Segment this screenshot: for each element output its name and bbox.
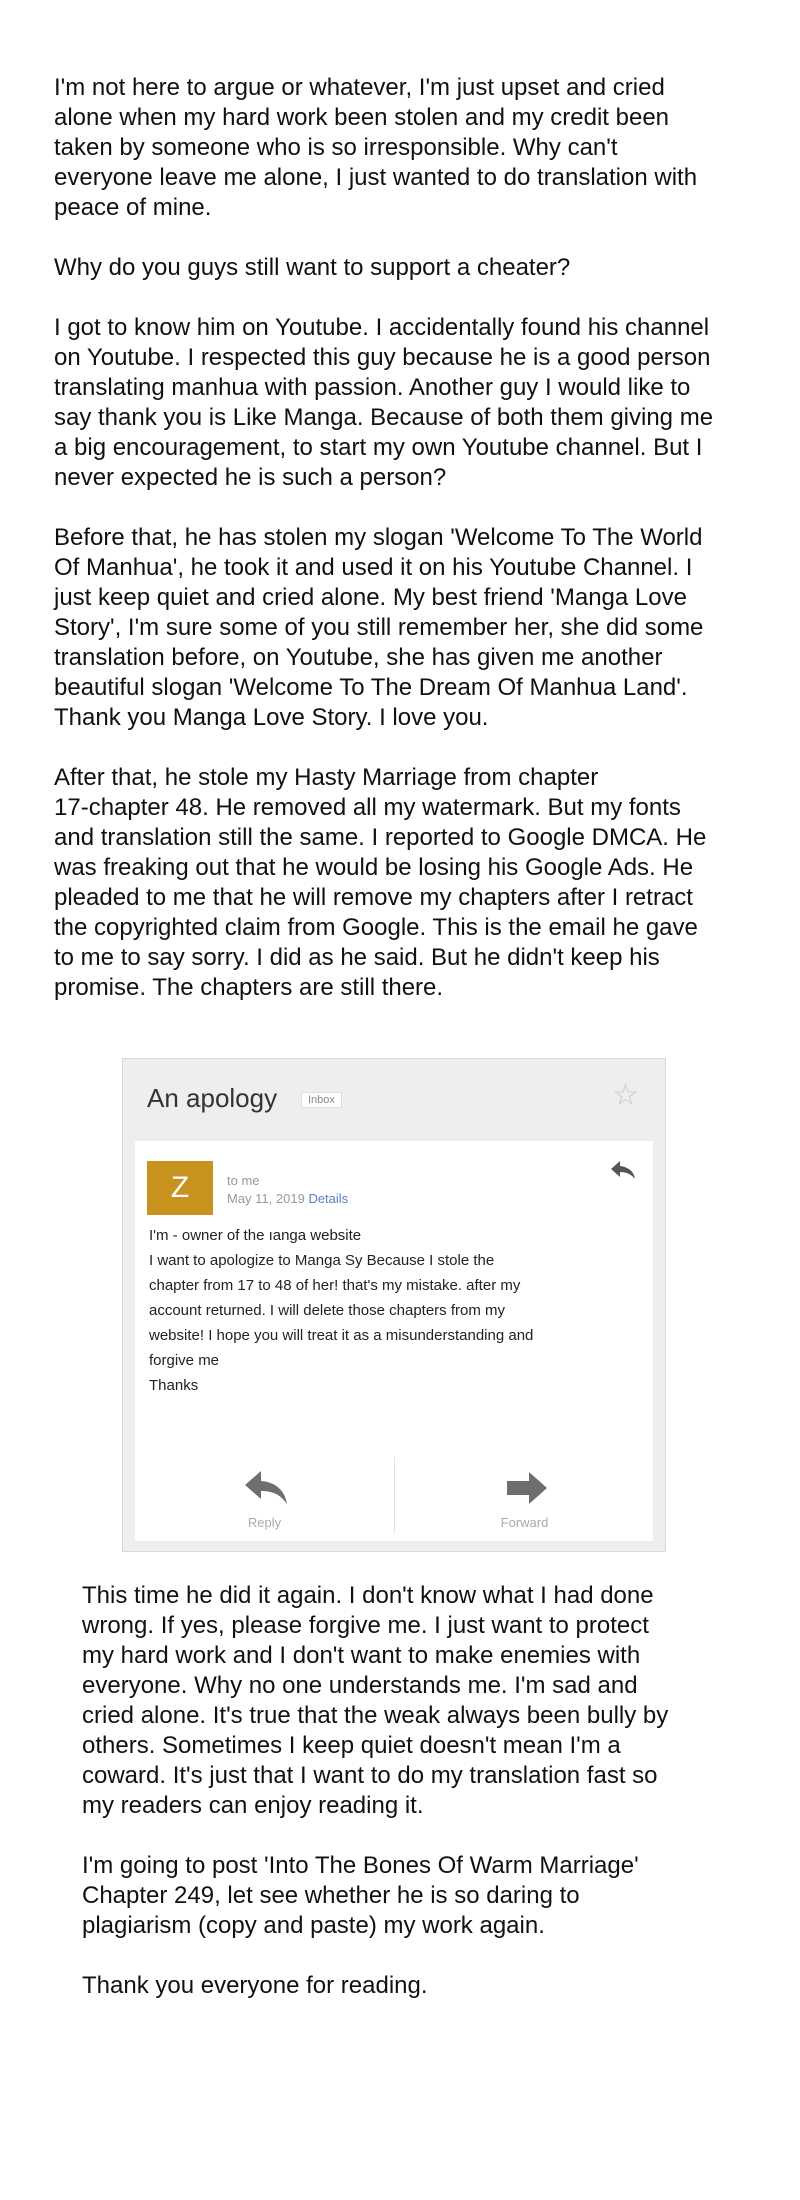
- message-card: [135, 1141, 653, 1491]
- email-screenshot: [122, 1058, 666, 1552]
- forward-button[interactable]: [395, 1449, 654, 1541]
- email-body: I'm - owner of the ıanga website I want to apologize to Manga Sy Because I stole the chapter from 17 to 48 of her! that's my mistake. after my account returned. I will delete those chapters from my website! I hope you will treat it as a misunderstanding and forgive me Thanks: [149, 1227, 534, 1394]
- paragraph-background: I got to know him on Youtube. I accidentally found his channel on Youtube. I respected this guy because he is a good person translating manhua with passion. Another guy I would like to say thank you is Like Manga. Because of both them giving me a big encouragement, to start my own Youtube channel. But I never expected he is such a person?: [54, 314, 714, 491]
- forward-label: Forward: [500, 1515, 549, 1530]
- star-icon[interactable]: ☆: [612, 1079, 639, 1112]
- paragraph-hasty-marriage: After that, he stole my Hasty Marriage from chapter 17-chapter 48. He removed all my watermark. But my fonts and translation still the same. I reported to Google DMCA. He was freaking out that he would be losing his Google Ads. He pleaded to me that he will remove my chapters after I retract the copyrighted claim from Google. This is the email he gave to me to say sorry. I did as he said. But he didn't keep his promise. The chapters are still there.: [54, 764, 707, 1001]
- email-subject: An apology: [147, 1083, 278, 1113]
- paragraph-slogan: Before that, he has stolen my slogan 'Welcome To The World Of Manhua', he took it and used it on his Youtube Channel. I just keep quiet and cried alone. My best friend 'Manga Love Story', I'm sure some of you still remember her, she did some translation before, on Youtube, she has given me another beautiful slogan 'Welcome To The Dream Of Manhua Land'. Thank you Manga Love Story. I love you.: [54, 524, 704, 731]
- email-date: May 11, 2019: [227, 1191, 305, 1206]
- reply-icon[interactable]: [609, 1159, 637, 1181]
- paragraph-thanks: Thank you everyone for reading.: [82, 1972, 428, 1999]
- paragraph-question: Why do you guys still want to support a cheater?: [54, 254, 571, 281]
- paragraph-next-post: I'm going to post 'Into The Bones Of Warm Marriage' Chapter 249, let see whether he is so daring to plagiarism (copy and paste) my work again.: [82, 1852, 639, 1939]
- avatar: Z: [147, 1161, 213, 1215]
- email-action-bar: [135, 1449, 653, 1541]
- reply-button[interactable]: [135, 1449, 394, 1541]
- paragraph-again: This time he did it again. I don't know what I had done wrong. If yes, please forgive me. I just want to protect my hard work and I don't want to make enemies with everyone. Why no one understands me. I'm sad and cried alone. It's true that the weak always been bully by others. Sometimes I keep quiet doesn't mean I'm a coward. It's just that I want to do my translation fast so my readers can enjoy reading it.: [82, 1582, 669, 1819]
- email-recipient: to me: [227, 1173, 260, 1188]
- inbox-badge[interactable]: Inbox: [301, 1092, 342, 1108]
- reply-label: Reply: [247, 1515, 282, 1530]
- reply-icon: [243, 1469, 289, 1507]
- email-date-line: [227, 1191, 348, 1206]
- forward-icon: [503, 1469, 549, 1507]
- details-link[interactable]: Details: [308, 1191, 349, 1206]
- paragraph-intro: I'm not here to argue or whatever, I'm just upset and cried alone when my hard work been stolen and my credit been taken by someone who is so irresponsible. Why can't everyone leave me alone, I just wanted to do translation with peace of mine.: [54, 74, 698, 221]
